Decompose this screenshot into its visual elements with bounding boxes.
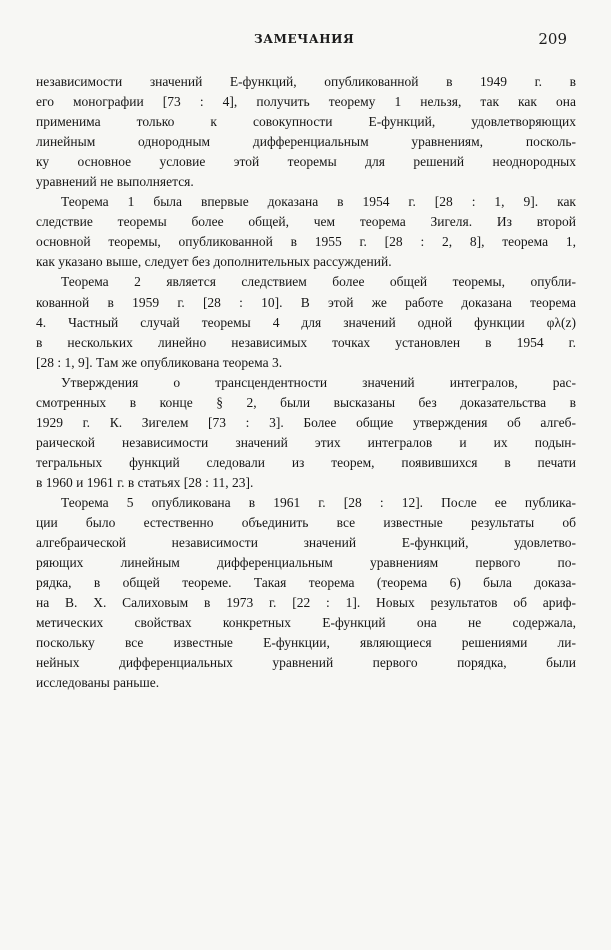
notes-text bbox=[36, 72, 576, 693]
text-line: независимости значений E-функций, опубликованной в 1949 г. в bbox=[36, 74, 576, 89]
text-line: как указано выше, следует без дополнительных рассуждений. bbox=[36, 254, 392, 270]
text-line: Теорема 1 была впервые доказана в 1954 г. [28 : 1, 9]. как bbox=[61, 194, 576, 210]
text-line: на В. Х. Салиховым в 1973 г. [22 : 1]. Новых результатов об ариф- bbox=[36, 595, 576, 611]
text-line: поскольку все известные E-функции, являющиеся решениями ли- bbox=[36, 635, 576, 651]
text-line: раической независимости значений этих интегралов и их подын- bbox=[36, 434, 576, 450]
text-line: применима только к совокупности E-функций, удовлетворяющих bbox=[36, 114, 576, 130]
text-line: исследованы раньше. bbox=[36, 675, 160, 691]
text-line: Утверждения о трансцендентности значений интегралов, рас- bbox=[61, 374, 576, 390]
text-line: рядка, в общей теореме. Такая теорема (теорема 6) была доказа- bbox=[36, 575, 576, 591]
text-line: смотренных в конце § 2, были высказаны без доказательства в bbox=[36, 394, 576, 410]
text-line: следствие теоремы более общей, чем теорема Зигеля. Из второй bbox=[36, 214, 576, 230]
text-line: уравнений не выполняется. bbox=[36, 174, 194, 190]
text-line: ции было естественно объединить все известные результаты об bbox=[36, 515, 576, 531]
text-line: основной теоремы, опубликованной в 1955 г. [28 : 2, 8], теорема 1, bbox=[36, 234, 576, 250]
text-line: Теорема 2 является следствием более общей теоремы, опубли- bbox=[61, 274, 576, 290]
page-number: 209 bbox=[538, 30, 567, 48]
text-line: Теорема 5 опубликована в 1961 г. [28 : 12]. После ее публика- bbox=[61, 494, 576, 510]
text-line: 4. Частный случай теоремы 4 для значений одной функции φλ(z) bbox=[36, 314, 576, 330]
text-line: ряющих линейным дифференциальным уравнениям первого по- bbox=[36, 555, 576, 571]
text-line: линейным однородным дифференциальным уравнениям, посколь- bbox=[36, 134, 576, 150]
text-line: в нескольких линейно независимых точках установлен в 1954 г. bbox=[36, 334, 576, 350]
text-line: кованной в 1959 г. [28 : 10]. В этой же работе доказана теорема bbox=[36, 294, 576, 310]
running-head: ЗАМЕЧАНИЯ bbox=[254, 32, 355, 46]
text-line: метических свойствах конкретных E-функций она не содержала, bbox=[36, 615, 576, 631]
text-line: в 1960 и 1961 г. в статьях [28 : 11, 23]. bbox=[36, 474, 254, 490]
text-line: [28 : 1, 9]. Там же опубликована теорема 3. bbox=[36, 354, 283, 370]
text-line: нейных дифференциальных уравнений первого порядка, были bbox=[36, 655, 576, 671]
text-line: тегральных функций следовали из теорем, появившихся в печати bbox=[36, 454, 576, 470]
text-line: алгебраической независимости значений E-функций, удовлетво- bbox=[36, 535, 576, 551]
text-line: 1929 г. К. Зигелем [73 : 3]. Более общие утверждения об алгеб- bbox=[36, 414, 576, 430]
text-line: ку основное условие этой теоремы для решений неоднородных bbox=[36, 154, 576, 170]
text-line: его монографии [73 : 4], получить теорему 1 нельзя, так как она bbox=[36, 94, 576, 110]
